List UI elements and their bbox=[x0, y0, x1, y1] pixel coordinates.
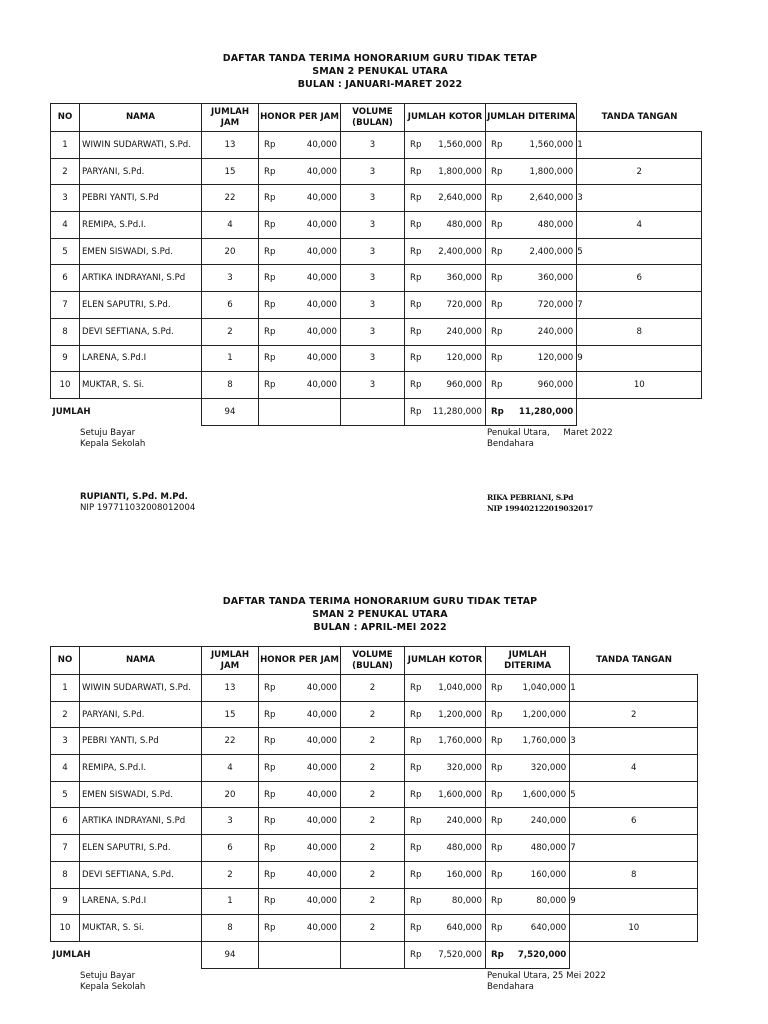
table-row bbox=[51, 835, 698, 862]
cell-jumlah-diterima: 320,000 bbox=[504, 755, 570, 782]
cell-currency: Rp bbox=[486, 398, 504, 425]
cell-jumlah-jam: 22 bbox=[202, 185, 259, 212]
cell-nama: WIWIN SUDARWATI, S.Pd. bbox=[80, 132, 202, 159]
cell-currency: Rp bbox=[486, 318, 504, 345]
cell-jumlah-diterima: 1,040,000 bbox=[504, 675, 570, 702]
cell-currency: Rp bbox=[259, 915, 282, 942]
cell-currency: Rp bbox=[259, 701, 282, 728]
cell-jumlah-jam: 15 bbox=[202, 158, 259, 185]
cell-tanda-tangan: 8 bbox=[577, 318, 702, 345]
cell-volume: 3 bbox=[341, 132, 405, 159]
cell-honor: 40,000 bbox=[282, 238, 341, 265]
table-total-row bbox=[51, 398, 702, 425]
cell-jumlah-jam: 6 bbox=[202, 292, 259, 319]
col-header-kotor: JUMLAH KOTOR bbox=[405, 647, 486, 675]
cell-jumlah-jam: 20 bbox=[202, 238, 259, 265]
honorarium-sheet-jan-mar bbox=[50, 52, 710, 91]
cell-honor: 40,000 bbox=[282, 158, 341, 185]
cell-jumlah-jam: 8 bbox=[202, 915, 259, 942]
cell-jumlah-kotor: 1,760,000 bbox=[422, 728, 486, 755]
cell-jumlah-kotor: 240,000 bbox=[422, 318, 486, 345]
table-total-row bbox=[51, 941, 698, 968]
cell-nama: PEBRI YANTI, S.Pd bbox=[80, 728, 202, 755]
cell-jumlah-kotor: 480,000 bbox=[422, 212, 486, 239]
col-header-no: NO bbox=[51, 104, 80, 132]
cell-jumlah-diterima: 1,800,000 bbox=[504, 158, 577, 185]
cell-no: 3 bbox=[51, 728, 80, 755]
cell-currency: Rp bbox=[259, 781, 282, 808]
cell-tanda-tangan: 6 bbox=[577, 265, 702, 292]
cell-honor: 40,000 bbox=[282, 915, 341, 942]
table-row bbox=[51, 345, 702, 372]
sheet-title: DAFTAR TANDA TERIMA HONORARIUM GURU TIDAK TETAP SMAN 2 PENUKAL UTARA BULAN : APRIL-MEI 2022 bbox=[222, 596, 538, 633]
cell-currency: Rp bbox=[405, 158, 422, 185]
cell-volume: 3 bbox=[341, 185, 405, 212]
cell-currency: Rp bbox=[405, 861, 422, 888]
cell-honor: 40,000 bbox=[282, 835, 341, 862]
cell-jumlah-diterima: 1,560,000 bbox=[504, 132, 577, 159]
cell-currency: Rp bbox=[405, 292, 422, 319]
cell-honor: 40,000 bbox=[282, 345, 341, 372]
cell-currency: Rp bbox=[259, 808, 282, 835]
cell-currency: Rp bbox=[486, 861, 504, 888]
cell-nama: REMIPA, S.Pd.I. bbox=[80, 755, 202, 782]
col-header-honor: HONOR PER JAM bbox=[259, 104, 341, 132]
cell-no: 5 bbox=[51, 781, 80, 808]
cell-honor: 40,000 bbox=[282, 808, 341, 835]
table-row bbox=[51, 915, 698, 942]
cell-nama: PEBRI YANTI, S.Pd bbox=[80, 185, 202, 212]
cell-currency: Rp bbox=[486, 132, 504, 159]
cell-currency: Rp bbox=[405, 238, 422, 265]
cell-currency: Rp bbox=[259, 728, 282, 755]
cell-volume: 3 bbox=[341, 212, 405, 239]
total-label: JUMLAH bbox=[52, 406, 91, 417]
cell-currency: Rp bbox=[405, 755, 422, 782]
cell-jumlah-jam: 1 bbox=[202, 345, 259, 372]
cell-currency: Rp bbox=[486, 158, 504, 185]
table-row bbox=[51, 292, 702, 319]
cell-currency: Rp bbox=[486, 238, 504, 265]
cell-jumlah-kotor: 120,000 bbox=[422, 345, 486, 372]
cell-jumlah-diterima: 240,000 bbox=[504, 318, 577, 345]
table-row bbox=[51, 755, 698, 782]
col-header-nama: NAMA bbox=[80, 647, 202, 675]
cell-nama: DEVI SEFTIANA, S.Pd. bbox=[80, 861, 202, 888]
cell-jumlah-jam: 22 bbox=[202, 728, 259, 755]
cell-tanda-tangan: 3 bbox=[577, 185, 702, 212]
cell-no: 1 bbox=[51, 132, 80, 159]
cell-volume: 3 bbox=[341, 158, 405, 185]
cell-jumlah-diterima: 960,000 bbox=[504, 372, 577, 399]
cell-volume: 2 bbox=[341, 888, 405, 915]
cell-tanda-tangan: 9 bbox=[570, 888, 698, 915]
cell-no: 1 bbox=[51, 675, 80, 702]
cell-honor: 40,000 bbox=[282, 132, 341, 159]
cell-currency: Rp bbox=[486, 835, 504, 862]
total-jumlah-jam: 94 bbox=[202, 941, 259, 968]
cell-jumlah-diterima: 720,000 bbox=[504, 292, 577, 319]
cell-jumlah-diterima: 480,000 bbox=[504, 212, 577, 239]
cell-honor: 40,000 bbox=[282, 701, 341, 728]
cell-volume: 2 bbox=[341, 701, 405, 728]
table-row bbox=[51, 861, 698, 888]
honorarium-table-jan-mar bbox=[50, 103, 702, 426]
col-header-no: NO bbox=[51, 647, 80, 675]
cell-currency: Rp bbox=[486, 265, 504, 292]
cell-nama: EMEN SISWADI, S.Pd. bbox=[80, 238, 202, 265]
cell-no: 10 bbox=[51, 915, 80, 942]
headmaster-nip: NIP 197711032008012004 bbox=[80, 503, 196, 513]
cell-currency: Rp bbox=[486, 941, 504, 968]
cell-currency: Rp bbox=[486, 888, 504, 915]
cell-jumlah-jam: 15 bbox=[202, 701, 259, 728]
cell-nama: WIWIN SUDARWATI, S.Pd. bbox=[80, 675, 202, 702]
cell-jumlah-diterima: 1,200,000 bbox=[504, 701, 570, 728]
cell-currency: Rp bbox=[259, 238, 282, 265]
cell-jumlah-kotor: 360,000 bbox=[422, 265, 486, 292]
cell-currency: Rp bbox=[259, 675, 282, 702]
col-header-volume: VOLUME (BULAN) bbox=[341, 104, 405, 132]
cell-currency: Rp bbox=[486, 915, 504, 942]
cell-currency: Rp bbox=[405, 728, 422, 755]
cell-nama: DEVI SEFTIANA, S.Pd. bbox=[80, 318, 202, 345]
cell-jumlah-jam: 1 bbox=[202, 888, 259, 915]
treasurer-name: RIKA PEBRIANI, S.Pd bbox=[487, 493, 574, 502]
cell-jumlah-kotor: 2,640,000 bbox=[422, 185, 486, 212]
cell-honor: 40,000 bbox=[282, 675, 341, 702]
cell-tanda-tangan: 1 bbox=[570, 675, 698, 702]
cell-no: 4 bbox=[51, 755, 80, 782]
cell-nama: EMEN SISWADI, S.Pd. bbox=[80, 781, 202, 808]
cell-jumlah-kotor: 1,200,000 bbox=[422, 701, 486, 728]
cell-currency: Rp bbox=[405, 915, 422, 942]
cell-jumlah-kotor: 240,000 bbox=[422, 808, 486, 835]
cell-nama: MUKTAR, S. Si. bbox=[80, 915, 202, 942]
cell-volume: 2 bbox=[341, 808, 405, 835]
cell-currency: Rp bbox=[486, 781, 504, 808]
cell-no: 9 bbox=[51, 888, 80, 915]
cell-currency: Rp bbox=[259, 888, 282, 915]
approval-block-right: Penukal Utara, Maret 2022 Bendahara bbox=[487, 428, 613, 449]
headmaster-signature bbox=[80, 492, 195, 514]
total-jumlah-kotor: 11,280,000 bbox=[422, 398, 486, 425]
cell-honor: 40,000 bbox=[282, 728, 341, 755]
cell-tanda-tangan: 2 bbox=[577, 158, 702, 185]
cell-currency: Rp bbox=[405, 265, 422, 292]
table-row bbox=[51, 265, 702, 292]
cell-jumlah-jam: 8 bbox=[202, 372, 259, 399]
cell-tanda-tangan: 10 bbox=[570, 915, 698, 942]
col-header-jam: JUMLAH JAM bbox=[202, 104, 259, 132]
cell-no: 6 bbox=[51, 265, 80, 292]
cell-currency: Rp bbox=[405, 675, 422, 702]
table-row bbox=[51, 238, 702, 265]
cell-no: 8 bbox=[51, 318, 80, 345]
cell-currency: Rp bbox=[259, 318, 282, 345]
table-row bbox=[51, 888, 698, 915]
cell-volume: 3 bbox=[341, 318, 405, 345]
cell-jumlah-jam: 6 bbox=[202, 835, 259, 862]
total-jumlah-jam: 94 bbox=[202, 398, 259, 425]
cell-honor: 40,000 bbox=[282, 861, 341, 888]
total-jumlah-diterima: 11,280,000 bbox=[504, 398, 577, 425]
treasurer-nip: NIP 199402122019032017 bbox=[487, 504, 593, 513]
table-row bbox=[51, 728, 698, 755]
cell-currency: Rp bbox=[405, 345, 422, 372]
cell-jumlah-diterima: 640,000 bbox=[504, 915, 570, 942]
cell-jumlah-diterima: 360,000 bbox=[504, 265, 577, 292]
cell-currency: Rp bbox=[405, 132, 422, 159]
cell-no: 8 bbox=[51, 861, 80, 888]
cell-currency: Rp bbox=[486, 701, 504, 728]
cell-nama: PARYANI, S.Pd. bbox=[80, 701, 202, 728]
cell-currency: Rp bbox=[405, 185, 422, 212]
honorarium-sheet-apr-mei bbox=[50, 595, 710, 634]
cell-no: 9 bbox=[51, 345, 80, 372]
cell-volume: 2 bbox=[341, 755, 405, 782]
cell-jumlah-diterima: 160,000 bbox=[504, 861, 570, 888]
cell-jumlah-kotor: 640,000 bbox=[422, 915, 486, 942]
cell-volume: 3 bbox=[341, 292, 405, 319]
cell-jumlah-diterima: 80,000 bbox=[504, 888, 570, 915]
cell-jumlah-diterima: 2,640,000 bbox=[504, 185, 577, 212]
cell-no: 2 bbox=[51, 158, 80, 185]
cell-currency: Rp bbox=[486, 675, 504, 702]
cell-honor: 40,000 bbox=[282, 292, 341, 319]
table-row bbox=[51, 318, 702, 345]
table-row bbox=[51, 781, 698, 808]
cell-volume: 3 bbox=[341, 238, 405, 265]
cell-currency: Rp bbox=[259, 212, 282, 239]
cell-currency: Rp bbox=[405, 835, 422, 862]
cell-currency: Rp bbox=[486, 808, 504, 835]
table-header-row bbox=[51, 647, 698, 675]
cell-honor: 40,000 bbox=[282, 185, 341, 212]
cell-currency: Rp bbox=[486, 292, 504, 319]
cell-jumlah-jam: 2 bbox=[202, 861, 259, 888]
cell-tanda-tangan: 1 bbox=[577, 132, 702, 159]
cell-tanda-tangan: 8 bbox=[570, 861, 698, 888]
cell-jumlah-diterima: 1,760,000 bbox=[504, 728, 570, 755]
cell-honor: 40,000 bbox=[282, 755, 341, 782]
cell-currency: Rp bbox=[259, 265, 282, 292]
cell-jumlah-kotor: 480,000 bbox=[422, 835, 486, 862]
cell-honor: 40,000 bbox=[282, 372, 341, 399]
cell-currency: Rp bbox=[259, 292, 282, 319]
cell-currency: Rp bbox=[405, 398, 422, 425]
headmaster-name: RUPIANTI, S.Pd. M.Pd. bbox=[80, 492, 188, 502]
cell-jumlah-kotor: 720,000 bbox=[422, 292, 486, 319]
table-row bbox=[51, 701, 698, 728]
cell-volume: 3 bbox=[341, 265, 405, 292]
cell-currency: Rp bbox=[405, 941, 422, 968]
cell-currency: Rp bbox=[486, 755, 504, 782]
table-row bbox=[51, 158, 702, 185]
cell-volume: 2 bbox=[341, 728, 405, 755]
cell-jumlah-jam: 2 bbox=[202, 318, 259, 345]
cell-tanda-tangan: 7 bbox=[570, 835, 698, 862]
cell-no: 10 bbox=[51, 372, 80, 399]
cell-no: 5 bbox=[51, 238, 80, 265]
cell-currency: Rp bbox=[259, 185, 282, 212]
cell-nama: REMIPA, S.Pd.I. bbox=[80, 212, 202, 239]
approval-block-left: Setuju Bayar Kepala Sekolah bbox=[80, 971, 146, 992]
cell-currency: Rp bbox=[259, 132, 282, 159]
cell-jumlah-kotor: 1,800,000 bbox=[422, 158, 486, 185]
cell-currency: Rp bbox=[405, 888, 422, 915]
cell-tanda-tangan: 10 bbox=[577, 372, 702, 399]
cell-jumlah-diterima: 1,600,000 bbox=[504, 781, 570, 808]
cell-jumlah-jam: 4 bbox=[202, 212, 259, 239]
cell-jumlah-kotor: 320,000 bbox=[422, 755, 486, 782]
cell-tanda-tangan: 4 bbox=[570, 755, 698, 782]
cell-currency: Rp bbox=[405, 318, 422, 345]
cell-jumlah-diterima: 480,000 bbox=[504, 835, 570, 862]
col-header-diterima: JUMLAH DITERIMA bbox=[486, 104, 577, 132]
cell-nama: PARYANI, S.Pd. bbox=[80, 158, 202, 185]
cell-jumlah-kotor: 1,600,000 bbox=[422, 781, 486, 808]
cell-currency: Rp bbox=[486, 212, 504, 239]
cell-jumlah-kotor: 160,000 bbox=[422, 861, 486, 888]
cell-volume: 2 bbox=[341, 781, 405, 808]
cell-nama: ARTIKA INDRAYANI, S.Pd bbox=[80, 265, 202, 292]
table-row bbox=[51, 372, 702, 399]
col-header-nama: NAMA bbox=[80, 104, 202, 132]
cell-jumlah-jam: 20 bbox=[202, 781, 259, 808]
cell-jumlah-diterima: 120,000 bbox=[504, 345, 577, 372]
table-row bbox=[51, 185, 702, 212]
cell-tanda-tangan: 4 bbox=[577, 212, 702, 239]
cell-nama: ELEN SAPUTRI, S.Pd. bbox=[80, 835, 202, 862]
approval-block-right: Penukal Utara, 25 Mei 2022 Bendahara bbox=[487, 971, 606, 992]
cell-jumlah-kotor: 960,000 bbox=[422, 372, 486, 399]
cell-tanda-tangan: 2 bbox=[570, 701, 698, 728]
total-jumlah-kotor: 7,520,000 bbox=[422, 941, 486, 968]
cell-currency: Rp bbox=[259, 345, 282, 372]
col-header-diterima: JUMLAH DITERIMA bbox=[486, 647, 570, 675]
cell-jumlah-jam: 13 bbox=[202, 675, 259, 702]
cell-honor: 40,000 bbox=[282, 265, 341, 292]
cell-jumlah-kotor: 80,000 bbox=[422, 888, 486, 915]
cell-currency: Rp bbox=[259, 158, 282, 185]
cell-jumlah-kotor: 2,400,000 bbox=[422, 238, 486, 265]
cell-honor: 40,000 bbox=[282, 781, 341, 808]
cell-honor: 40,000 bbox=[282, 212, 341, 239]
cell-no: 4 bbox=[51, 212, 80, 239]
cell-currency: Rp bbox=[405, 781, 422, 808]
cell-volume: 3 bbox=[341, 372, 405, 399]
table-row bbox=[51, 132, 702, 159]
table-row bbox=[51, 808, 698, 835]
cell-jumlah-diterima: 2,400,000 bbox=[504, 238, 577, 265]
cell-jumlah-jam: 3 bbox=[202, 808, 259, 835]
sheet-title: DAFTAR TANDA TERIMA HONORARIUM GURU TIDAK TETAP SMAN 2 PENUKAL UTARA BULAN : JANUARI-MARET 2022 bbox=[222, 53, 538, 90]
approval-block-left: Setuju Bayar Kepala Sekolah bbox=[80, 428, 146, 449]
cell-currency: Rp bbox=[259, 755, 282, 782]
cell-nama: ARTIKA INDRAYANI, S.Pd bbox=[80, 808, 202, 835]
cell-currency: Rp bbox=[405, 212, 422, 239]
cell-currency: Rp bbox=[486, 185, 504, 212]
cell-honor: 40,000 bbox=[282, 318, 341, 345]
cell-jumlah-diterima: 240,000 bbox=[504, 808, 570, 835]
cell-tanda-tangan: 5 bbox=[570, 781, 698, 808]
cell-volume: 2 bbox=[341, 835, 405, 862]
cell-volume: 3 bbox=[341, 345, 405, 372]
cell-currency: Rp bbox=[486, 372, 504, 399]
cell-currency: Rp bbox=[259, 861, 282, 888]
cell-tanda-tangan: 5 bbox=[577, 238, 702, 265]
col-header-tanda: TANDA TANGAN bbox=[596, 654, 672, 665]
cell-tanda-tangan: 7 bbox=[577, 292, 702, 319]
cell-nama: LARENA, S.Pd.I bbox=[80, 345, 202, 372]
cell-currency: Rp bbox=[405, 701, 422, 728]
cell-no: 3 bbox=[51, 185, 80, 212]
cell-tanda-tangan: 6 bbox=[570, 808, 698, 835]
cell-no: 7 bbox=[51, 835, 80, 862]
cell-no: 6 bbox=[51, 808, 80, 835]
cell-volume: 2 bbox=[341, 675, 405, 702]
cell-currency: Rp bbox=[259, 372, 282, 399]
cell-no: 2 bbox=[51, 701, 80, 728]
cell-jumlah-kotor: 1,040,000 bbox=[422, 675, 486, 702]
cell-currency: Rp bbox=[486, 728, 504, 755]
honorarium-table-apr-mei bbox=[50, 646, 698, 969]
total-jumlah-diterima: 7,520,000 bbox=[504, 941, 570, 968]
cell-tanda-tangan: 3 bbox=[570, 728, 698, 755]
cell-currency: Rp bbox=[486, 345, 504, 372]
cell-jumlah-jam: 3 bbox=[202, 265, 259, 292]
cell-jumlah-jam: 13 bbox=[202, 132, 259, 159]
table-row bbox=[51, 675, 698, 702]
treasurer-signature bbox=[487, 492, 593, 514]
col-header-kotor: JUMLAH KOTOR bbox=[405, 104, 486, 132]
col-header-honor: HONOR PER JAM bbox=[259, 647, 341, 675]
cell-nama: MUKTAR, S. Si. bbox=[80, 372, 202, 399]
col-header-volume: VOLUME (BULAN) bbox=[341, 647, 405, 675]
cell-jumlah-kotor: 1,560,000 bbox=[422, 132, 486, 159]
cell-nama: LARENA, S.Pd.I bbox=[80, 888, 202, 915]
cell-honor: 40,000 bbox=[282, 888, 341, 915]
table-header-row bbox=[51, 104, 702, 132]
cell-currency: Rp bbox=[259, 835, 282, 862]
col-header-jam: JUMLAH JAM bbox=[202, 647, 259, 675]
total-label: JUMLAH bbox=[52, 949, 91, 960]
cell-currency: Rp bbox=[405, 372, 422, 399]
cell-tanda-tangan: 9 bbox=[577, 345, 702, 372]
cell-currency: Rp bbox=[405, 808, 422, 835]
cell-no: 7 bbox=[51, 292, 80, 319]
cell-volume: 2 bbox=[341, 861, 405, 888]
cell-jumlah-jam: 4 bbox=[202, 755, 259, 782]
cell-nama: ELEN SAPUTRI, S.Pd. bbox=[80, 292, 202, 319]
col-header-tanda: TANDA TANGAN bbox=[601, 111, 678, 122]
cell-volume: 2 bbox=[341, 915, 405, 942]
table-row bbox=[51, 212, 702, 239]
